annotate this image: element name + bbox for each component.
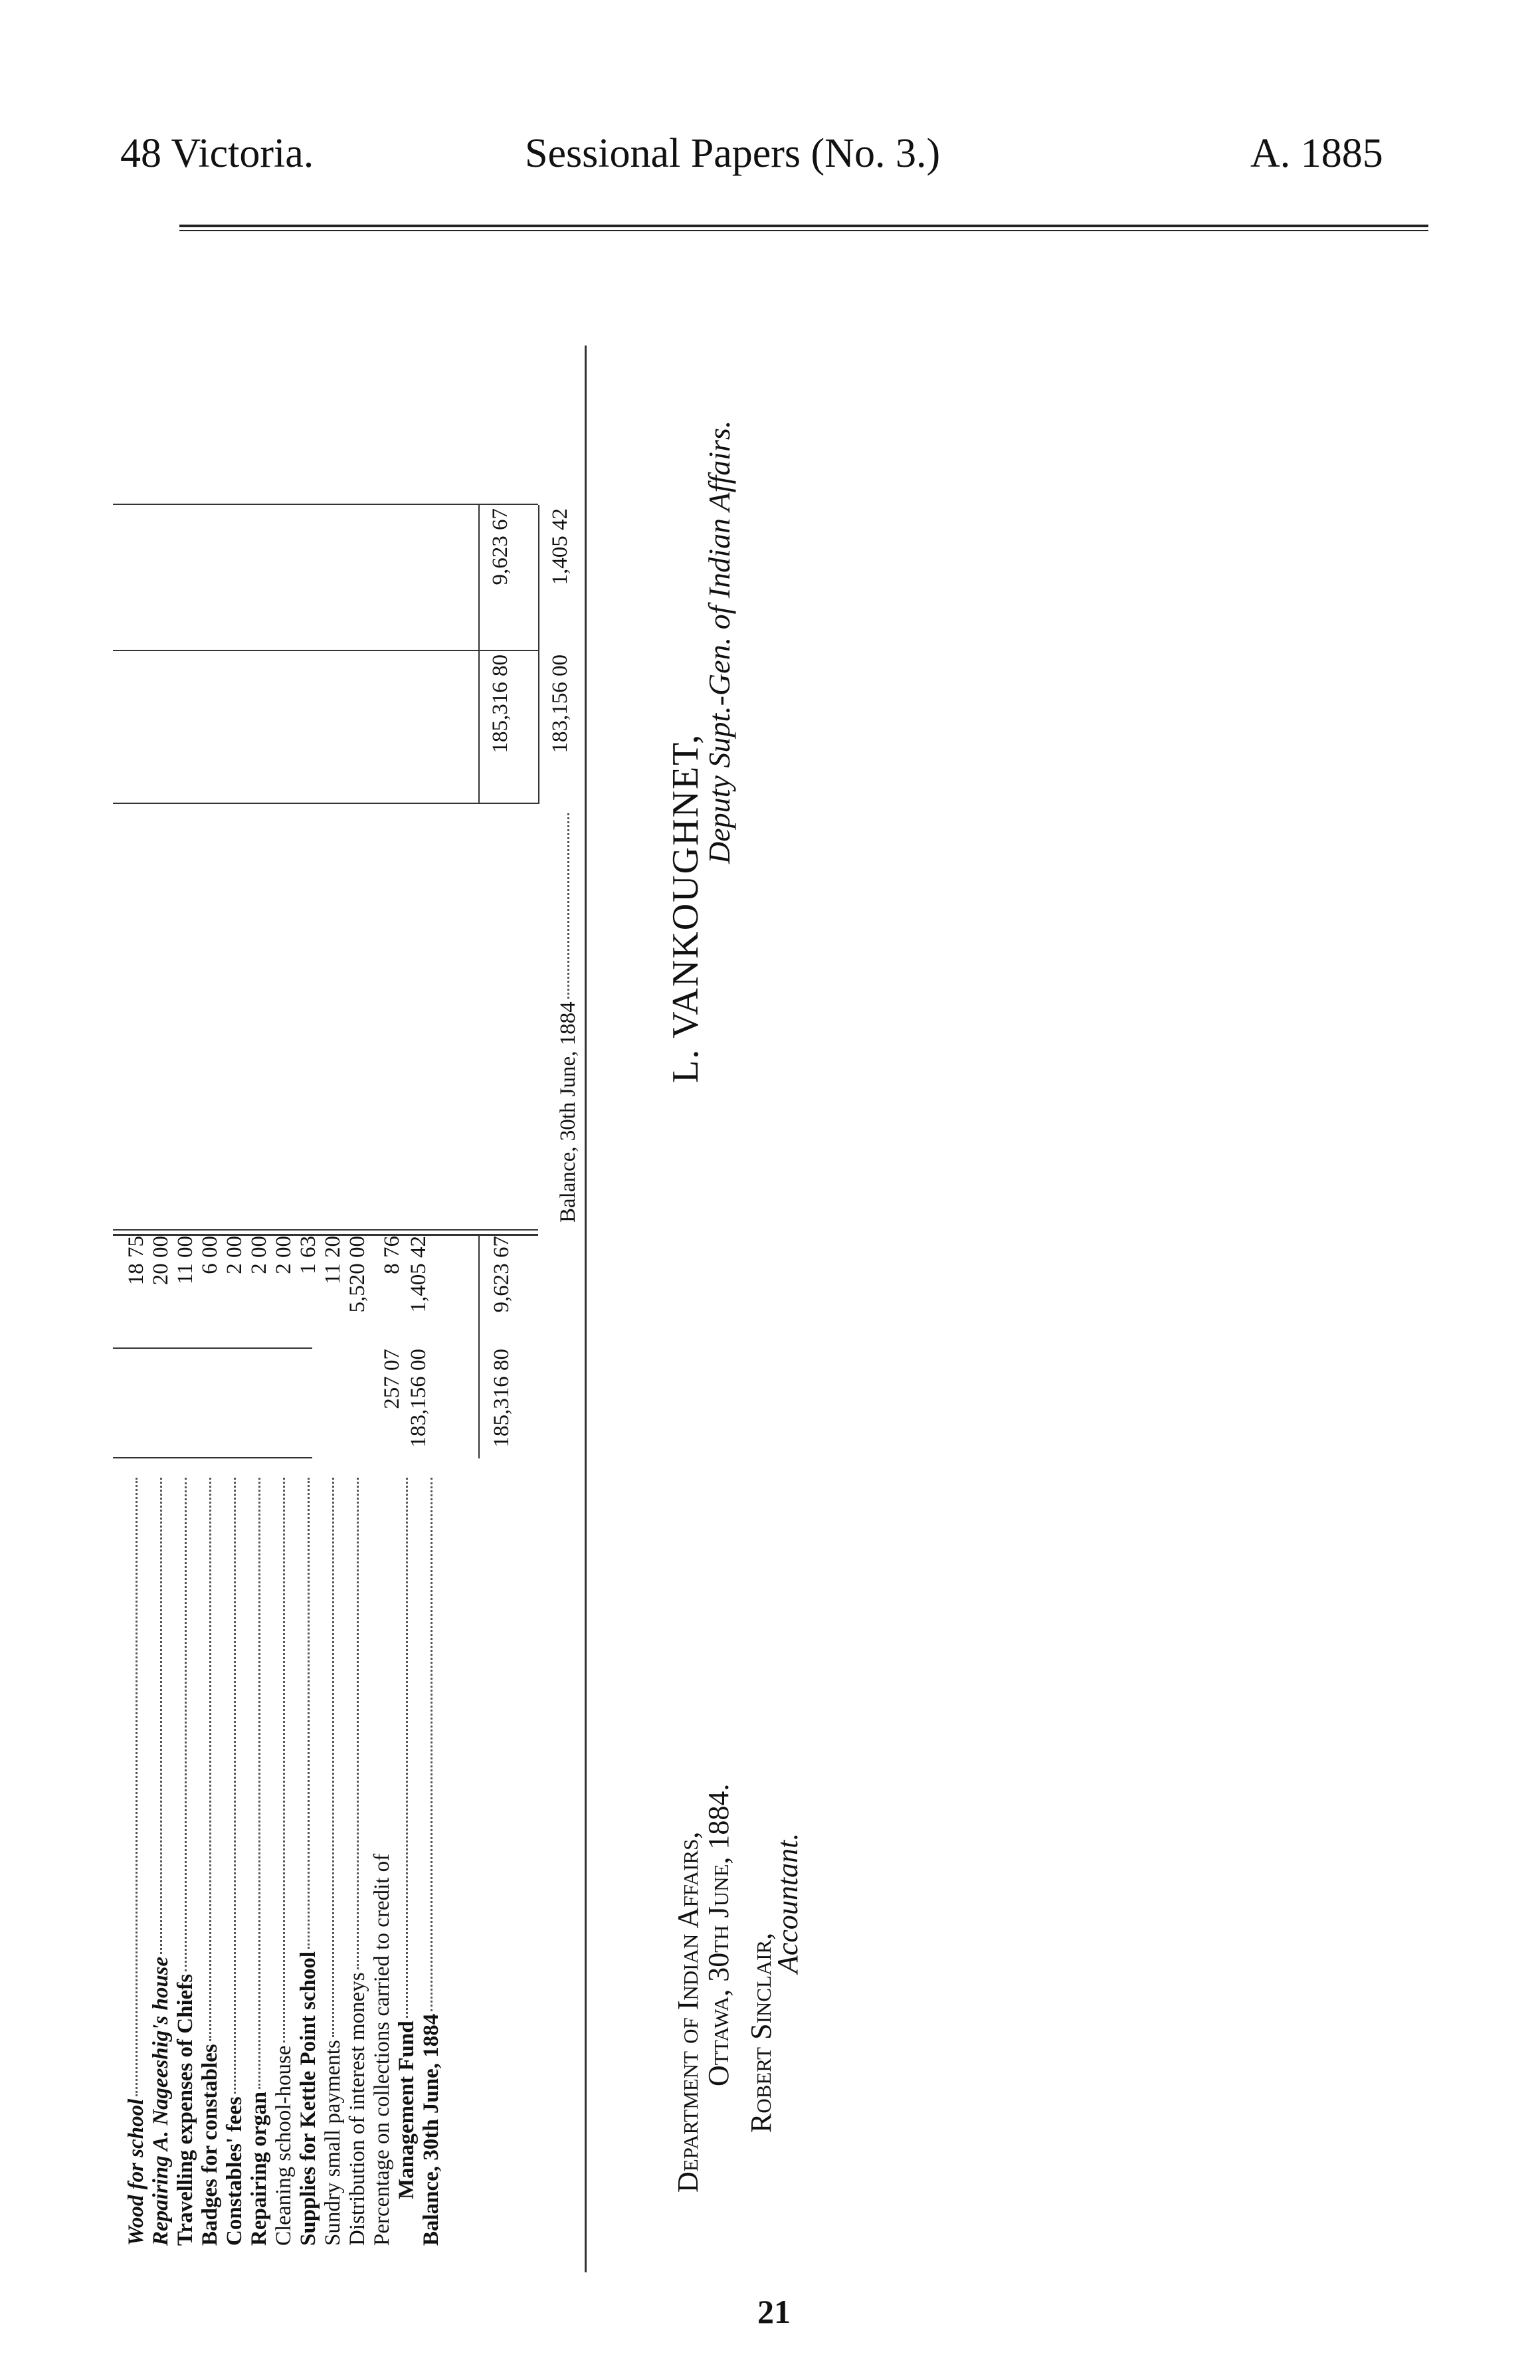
row-label: Constables' fees <box>221 1475 248 2246</box>
table-rule <box>538 650 539 651</box>
header-center: Sessional Papers (No. 3.) <box>525 131 941 176</box>
table-rule <box>113 1457 312 1458</box>
signatory-name: L. VANKOUGHNET, <box>665 733 706 1083</box>
row-label: Repairing organ <box>246 1475 272 2246</box>
row-label: Badges for constables <box>197 1475 223 2246</box>
row-label: Repairing A. Nageeshig's house <box>147 1475 174 2246</box>
row-amount: 2 00 <box>223 1236 246 1274</box>
page-number: 21 <box>757 2293 791 2330</box>
signature-block <box>664 219 771 1083</box>
table-rule <box>585 346 587 2272</box>
balance-amount-col1: 183,156 00 <box>548 654 572 753</box>
balance-amount-col2: 1,405 42 <box>548 508 572 585</box>
row-amount: 2 00 <box>272 1236 296 1274</box>
total-col1: 185,316 80 <box>490 1349 514 1448</box>
header-left: 48 Victoria. <box>120 131 314 176</box>
accountant-name: Robert Sinclair, <box>745 1932 777 2133</box>
row-amount: 8 76 <box>380 1236 404 1274</box>
accountant-title: Accountant. <box>771 1833 804 1973</box>
place-date-line: Ottawa, 30th June, 1884. <box>702 1783 735 2086</box>
row-amount-col1: 257 07 <box>380 1349 404 1409</box>
row-label: Distribution of interest moneys <box>344 1475 371 2246</box>
row-label: Travelling expenses of Chiefs <box>172 1475 199 2246</box>
header-rule <box>179 225 1428 227</box>
row-amount-col1: 183,156 00 <box>407 1349 431 1448</box>
row-label: Wood for school <box>123 1475 149 2246</box>
table-rule <box>113 504 538 505</box>
header-right: A. 1885 <box>1250 131 1383 176</box>
row-label: Cleaning school-house <box>270 1475 297 2246</box>
table-rule <box>478 505 480 804</box>
row-amount: 5,520 00 <box>345 1236 369 1313</box>
table-rule <box>113 1229 538 1231</box>
table-rule <box>113 803 538 804</box>
department-line: Department of Indian Affairs, <box>672 1831 704 2193</box>
row-label: Balance, 30th June, 1884 <box>418 1475 444 2246</box>
balance-label: Balance, 30th June, 1884 <box>555 811 581 1223</box>
balance-total-col2: 9,623 67 <box>488 508 512 585</box>
row-label: Sundry small payments <box>320 1475 346 2246</box>
table-rule <box>113 650 538 651</box>
row-amount: 2 00 <box>247 1236 271 1274</box>
row-amount: 1 63 <box>296 1236 320 1274</box>
row-label: Supplies for Kettle Point school <box>295 1475 322 2246</box>
total-col2: 9,623 67 <box>490 1236 514 1313</box>
row-amount: 6 00 <box>198 1236 222 1274</box>
row-label: Percentage on collections carried to credit of <box>370 1853 394 2246</box>
row-amount: 1,405 42 <box>407 1236 431 1313</box>
row-label: Management Fund <box>393 1475 420 2199</box>
row-amount: 18 75 <box>124 1236 148 1286</box>
signatory-title: Deputy Supt.-Gen. of Indian Affairs. <box>702 420 736 864</box>
rotated-accounts-table <box>113 252 580 2272</box>
table-rule <box>478 1236 480 1458</box>
row-amount: 11 00 <box>173 1236 197 1285</box>
header-rule-thin <box>179 230 1428 231</box>
balance-total-col1: 185,316 80 <box>488 654 512 753</box>
row-amount: 11 20 <box>321 1236 345 1285</box>
table-rule <box>538 505 539 804</box>
row-amount: 20 00 <box>149 1236 173 1286</box>
